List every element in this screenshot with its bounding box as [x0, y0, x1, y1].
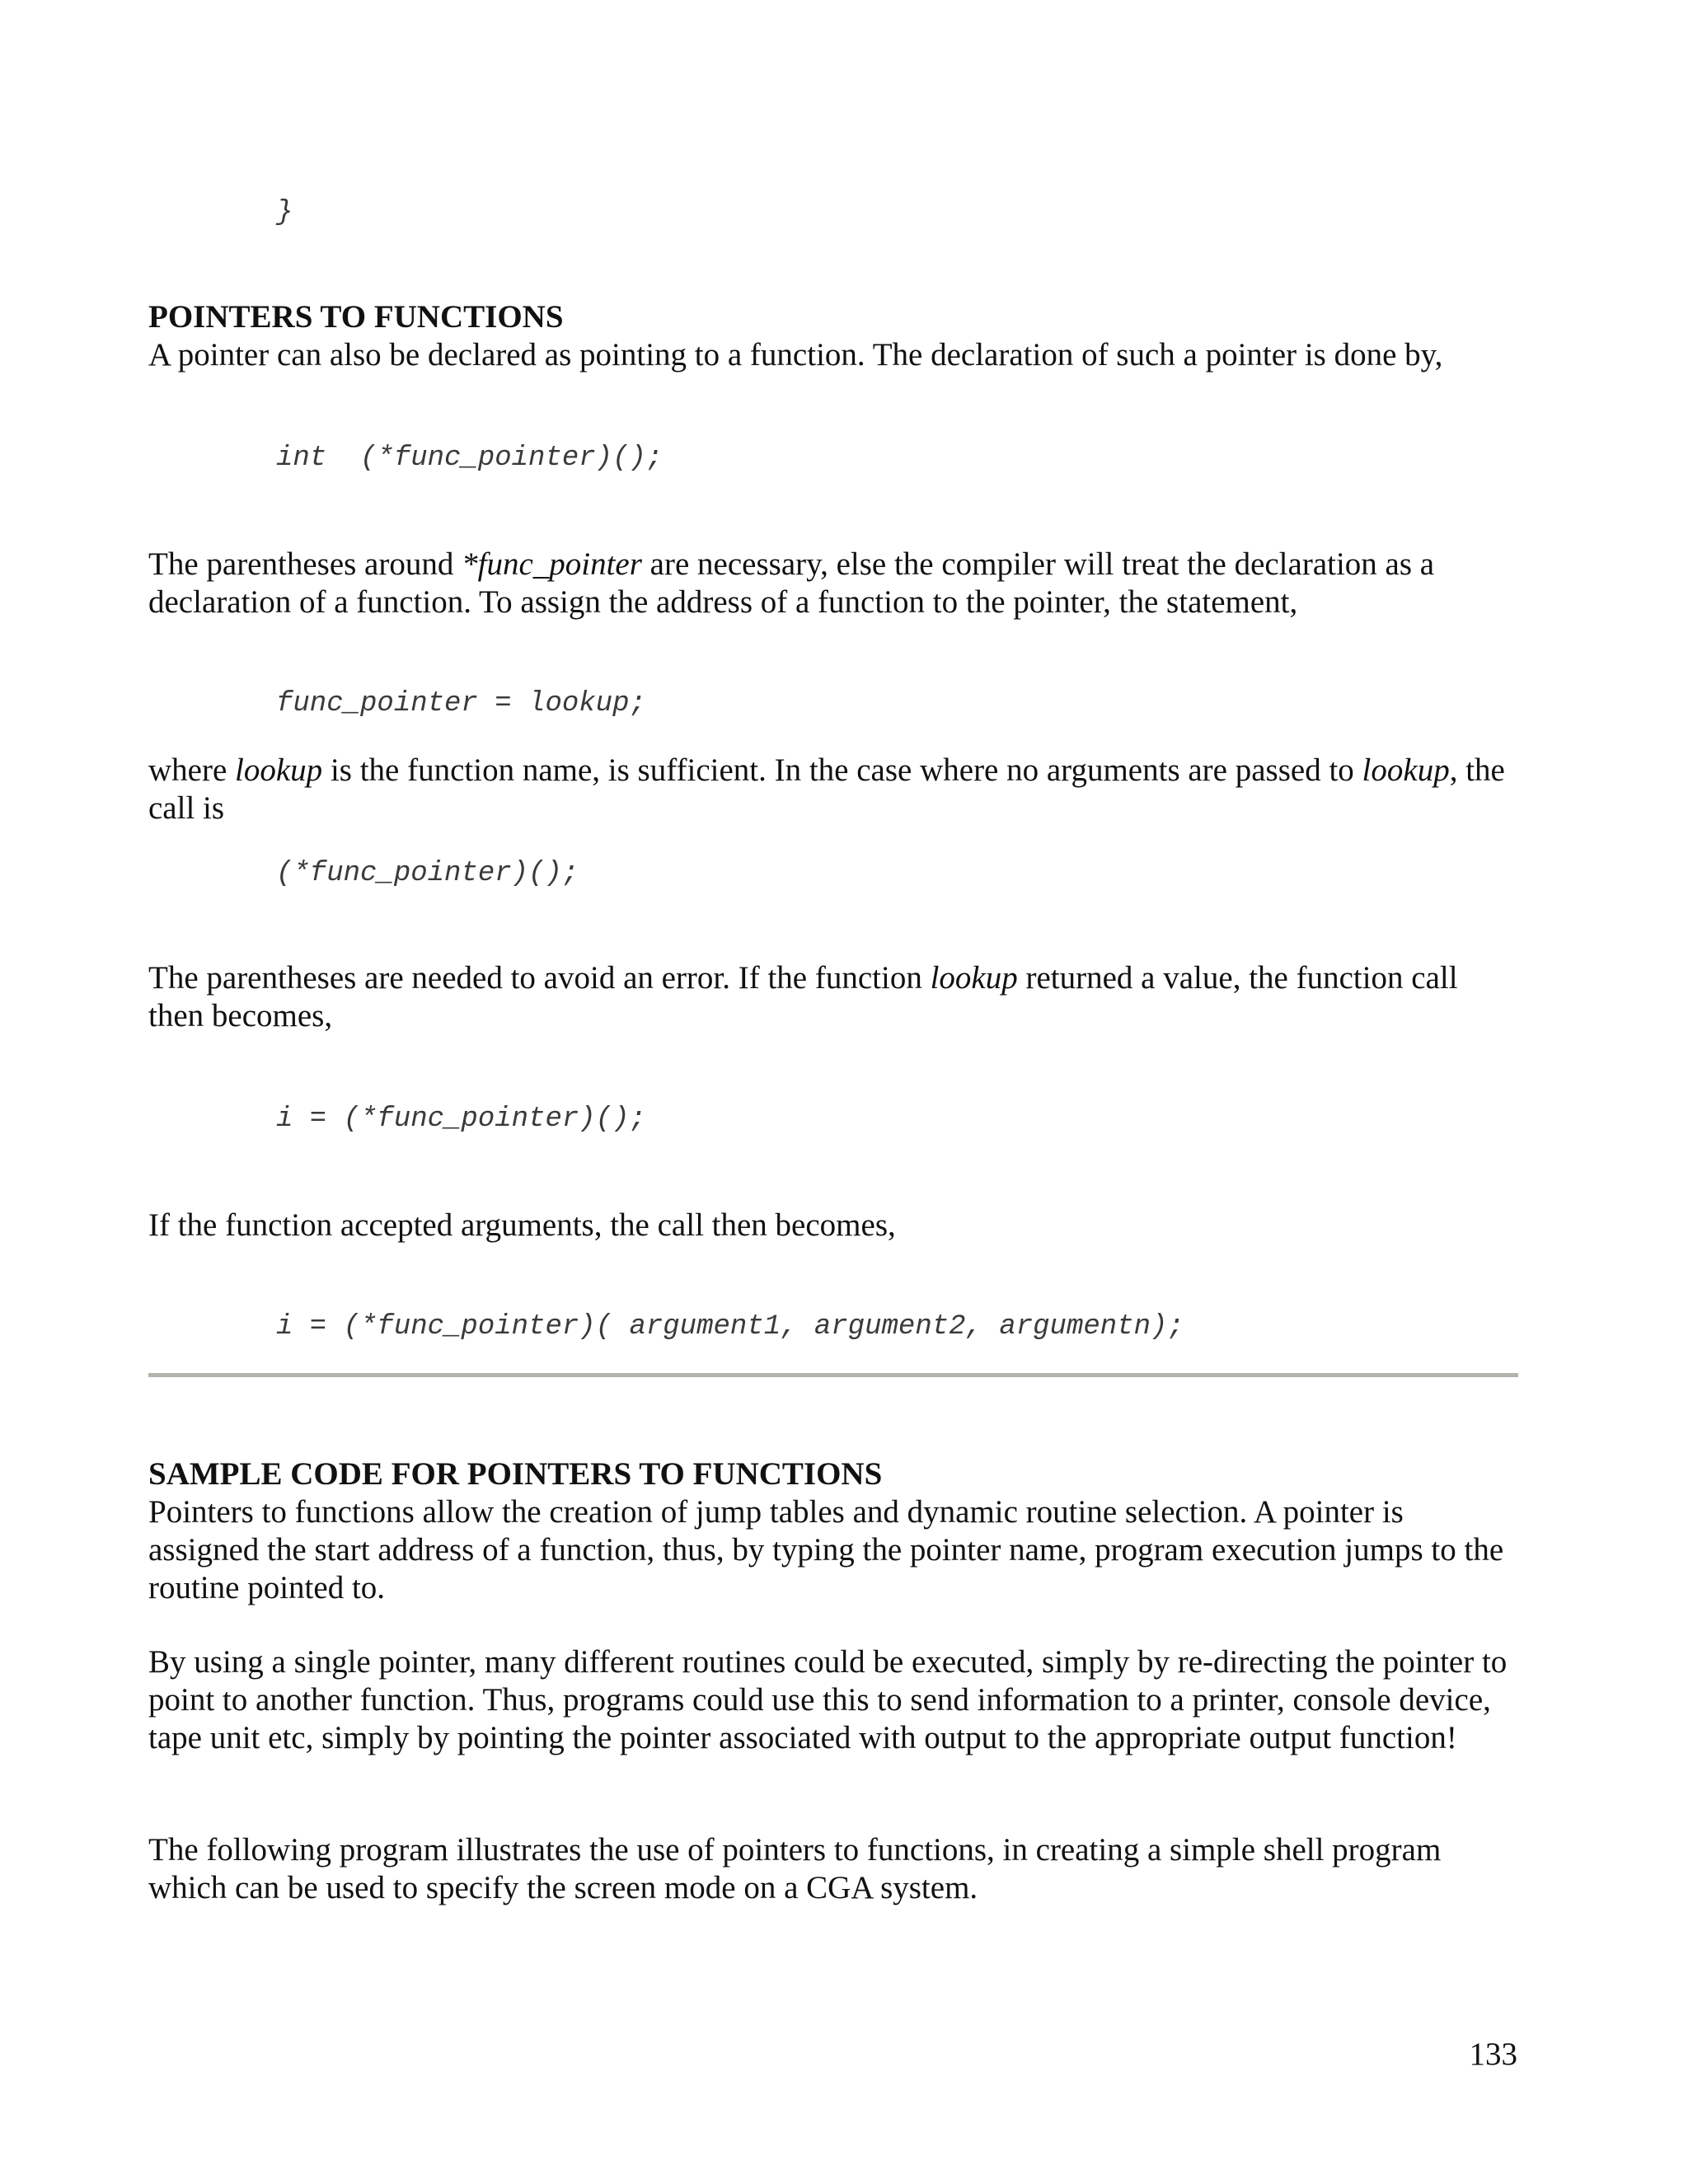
text-run: returned a value, the function call then becomes,	[148, 960, 1458, 1033]
parentheses-paragraph	[148, 546, 1517, 621]
emphasis-lookup: lookup	[1362, 752, 1450, 788]
intro-paragraph: A pointer can also be declared as pointing to a function. The declaration of such a pointer is done by,	[148, 337, 1443, 373]
text-run: The parentheses around	[148, 546, 462, 582]
code-return: i = (*func_pointer)();	[276, 1104, 646, 1135]
code-call: (*func_pointer)();	[276, 858, 579, 889]
single-pointer-paragraph: By using a single pointer, many different routines could be executed, simply by re-directing the pointer to point to another function. Thus, programs could use this to send information to a printer, console device, tape unit etc, simply by pointing the pointer associated with output to the appropriate output function!	[148, 1644, 1507, 1755]
page-number: 133	[1469, 2036, 1517, 2072]
lookup-paragraph	[148, 752, 1517, 827]
text-run: is the function name, is sufficient. In the case where no arguments are passed to	[322, 752, 1362, 788]
code-declaration: int (*func_pointer)();	[276, 443, 663, 474]
emphasis-lookup: lookup	[930, 960, 1018, 996]
shell-program-paragraph: The following program illustrates the use of pointers to functions, in creating a simple shell program which can be used to specify the screen mode on a CGA system.	[148, 1832, 1442, 1905]
emphasis-lookup: lookup	[235, 752, 323, 788]
code-assignment: func_pointer = lookup;	[276, 688, 646, 719]
section-heading-pointers-to-functions: POINTERS TO FUNCTIONS	[148, 299, 564, 335]
text-run: The parentheses are needed to avoid an error. If the function	[148, 960, 931, 996]
text-run: are necessary, else the compiler will treat the declaration as a declaration of a function. To assign the address of a function to the pointer, the statement,	[148, 546, 1435, 620]
horizontal-divider	[148, 1373, 1518, 1377]
emphasis-func-pointer: *func_pointer	[462, 546, 642, 582]
text-run: , the call is	[148, 752, 1505, 826]
return-value-paragraph	[148, 959, 1517, 1035]
code-arguments: i = (*func_pointer)( argument1, argument2, argumentn);	[276, 1311, 1184, 1343]
jump-tables-paragraph: Pointers to functions allow the creation of jump tables and dynamic routine selection. A pointer is assigned the start address of a function, thus, by typing the pointer name, program execution jumps to the routine pointed to.	[148, 1494, 1504, 1605]
section-heading-sample-code: SAMPLE CODE FOR POINTERS TO FUNCTIONS	[148, 1456, 883, 1492]
text-run: where	[148, 752, 236, 788]
arguments-paragraph: If the function accepted arguments, the call then becomes,	[148, 1207, 896, 1243]
closing-brace-code: }	[276, 197, 293, 228]
